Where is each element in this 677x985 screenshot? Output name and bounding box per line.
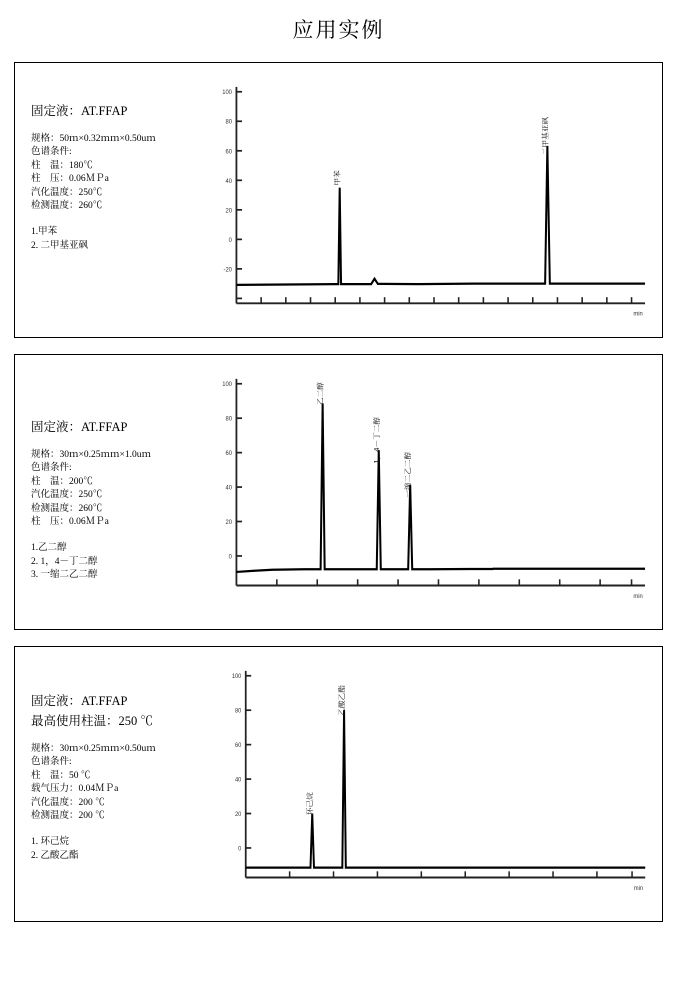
x-axis: [236, 579, 645, 600]
panel-info: [31, 417, 211, 583]
svg-text:40: 40: [234, 777, 242, 784]
svg-text:min: min: [633, 885, 644, 892]
svg-text:80: 80: [234, 708, 242, 715]
condition-line: 柱 温：180℃: [31, 160, 93, 171]
condition-line: 柱 压：0.06ＭＰa: [31, 174, 109, 185]
page-title: 应用实例: [292, 18, 385, 42]
chromatogram-svg: [205, 369, 654, 615]
chromatogram-trace: [236, 146, 645, 285]
condition-line: 色谱条件:: [31, 463, 72, 474]
chromatogram-plot: [205, 77, 654, 323]
condition-line: 规格：50ｍ×0.32ｍｍ×0.50uｍ: [31, 134, 156, 144]
svg-text:80: 80: [225, 118, 232, 126]
condition-line: 汽化温度：250℃: [31, 490, 103, 501]
svg-text:-20: -20: [223, 266, 232, 274]
condition-line: 检测温度：260℃: [31, 503, 103, 514]
chromatogram-panel: [14, 646, 663, 922]
svg-text:60: 60: [225, 449, 232, 458]
x-axis: [236, 297, 645, 318]
svg-text:min: min: [633, 310, 643, 318]
peak-label: 甲苯: [333, 170, 342, 186]
x-axis: [246, 871, 645, 892]
peak-label: 环己烷: [305, 792, 315, 816]
chromatogram-trace: [236, 403, 645, 572]
peak-legend-item: 1. 环己烷: [31, 836, 70, 847]
condition-line: 规格：30ｍ×0.25ｍｍ×1.0uｍ: [31, 450, 151, 460]
max-column-temp-label: 最高使用柱温：250 ℃: [31, 714, 153, 728]
condition-line: 检测温度：260℃: [31, 201, 103, 212]
stationary-phase-label: 固定液：AT.FFAP: [31, 104, 128, 118]
condition-line: 色谱条件:: [31, 147, 72, 158]
svg-text:0: 0: [228, 236, 232, 244]
chromatogram-trace: [246, 710, 645, 867]
peak-legend: [31, 836, 211, 864]
peak-legend-item: 1.乙二醇: [31, 542, 67, 553]
svg-text:20: 20: [225, 518, 232, 527]
condition-line: 检测温度：200 ℃: [31, 811, 105, 822]
svg-text:0: 0: [238, 846, 242, 853]
condition-line: 载气压力：0.04ＭＰa: [31, 784, 119, 795]
condition-line: 柱 压：0.06ＭＰa: [31, 517, 109, 528]
peak-label: 乙酸乙酯: [337, 685, 346, 716]
peak-legend-item: 3. 一缩二乙二醇: [31, 570, 98, 581]
svg-text:60: 60: [234, 742, 242, 750]
panel-info: [31, 691, 211, 863]
peak-label: 一缩二乙二醇: [403, 451, 413, 498]
svg-text:20: 20: [225, 207, 232, 215]
svg-text:80: 80: [225, 415, 232, 423]
peak-legend: [31, 226, 211, 254]
panel-list: [14, 62, 663, 922]
stationary-phase-label: 固定液：AT.FFAP: [31, 694, 128, 708]
condition-line: 汽化温度：250℃: [31, 187, 103, 198]
svg-text:min: min: [633, 592, 643, 600]
chromatogram-plot: [215, 661, 654, 907]
panel-info: [31, 101, 211, 253]
condition-line: 柱 温：200℃: [31, 476, 93, 487]
peak-legend-item: 2. 二甲基亚砜: [31, 240, 89, 251]
svg-text:20: 20: [234, 811, 242, 819]
peak-legend: [31, 542, 211, 583]
chromatogram-panel: [14, 62, 663, 338]
peak-legend-item: 2. 乙酸乙酯: [31, 850, 79, 861]
svg-text:0: 0: [228, 553, 232, 561]
peak-legend-item: 1.甲苯: [31, 226, 58, 237]
chromatogram-svg: [205, 77, 654, 323]
svg-text:100: 100: [222, 88, 232, 97]
peak-label: 二甲基亚砜: [540, 116, 550, 156]
condition-line: 规格：30ｍ×0.25ｍｍ×0.50uｍ: [31, 744, 156, 754]
condition-line: 汽化温度：200 ℃: [31, 797, 105, 808]
svg-text:100: 100: [231, 673, 242, 681]
y-axis: [222, 87, 242, 303]
stationary-phase-label: 固定液：AT.FFAP: [31, 420, 128, 434]
svg-text:40: 40: [225, 177, 232, 185]
chromatogram-svg: [215, 661, 654, 907]
peak-legend-item: 2. 1，4－丁二醇: [31, 556, 98, 567]
y-axis: [232, 671, 251, 878]
condition-line: 柱 温：50 ℃: [31, 770, 91, 781]
svg-text:60: 60: [225, 148, 232, 156]
chromatogram-panel: [14, 354, 663, 630]
peak-label: 1，4－丁二醇: [372, 417, 381, 464]
svg-text:100: 100: [222, 380, 232, 389]
chromatogram-plot: [205, 369, 654, 615]
y-axis: [222, 379, 242, 586]
peak-label: 乙二醇: [315, 382, 325, 406]
svg-text:40: 40: [225, 484, 232, 492]
condition-line: 色谱条件:: [31, 757, 72, 768]
